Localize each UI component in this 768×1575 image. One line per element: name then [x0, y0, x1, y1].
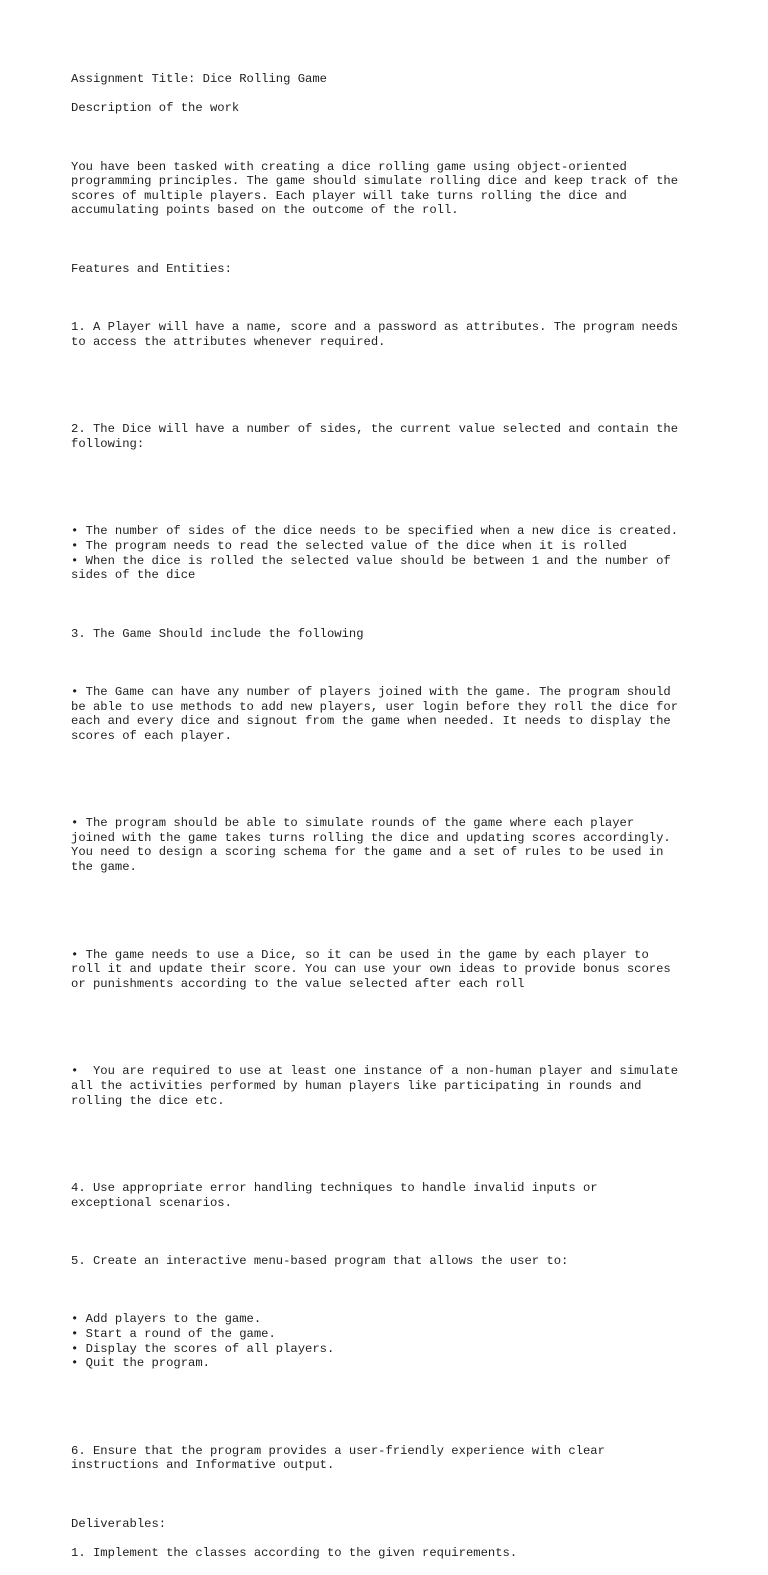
text-line: following:	[71, 436, 145, 451]
dice-bullet-list	[71, 495, 711, 612]
bullet-line: • Quit the program.	[71, 1356, 210, 1371]
item-6-user-friendly	[71, 1415, 711, 1503]
text-line: to access the attributes whenever required.	[71, 334, 386, 349]
item-3-heading: 3. The Game Should include the following	[71, 626, 364, 641]
game-bullet-players	[71, 656, 711, 773]
bullet-line: scores of each player.	[71, 728, 232, 743]
item-1-player	[71, 291, 711, 379]
bullet-line: • The Game can have any number of players joined with the game. The program should	[71, 684, 671, 699]
bullet-line: • The game needs to use a Dice, so it can be used in the game by each player to	[71, 947, 649, 962]
bullet-line: all the activities performed by human players like participating in rounds and	[71, 1078, 642, 1093]
deliverables-heading: Deliverables:	[71, 1516, 167, 1531]
item-5-heading: 5. Create an interactive menu-based program that allows the user to:	[71, 1254, 569, 1269]
text-line: 2. The Dice will have a number of sides, the current value selected and contain the	[71, 422, 679, 437]
game-bullet-non-human	[71, 1035, 711, 1137]
text-line: accumulating points based on the outcome of the roll.	[71, 203, 459, 218]
bullet-line: sides of the dice	[71, 568, 196, 583]
intro-paragraph	[71, 130, 711, 247]
menu-bullet-list	[71, 1283, 711, 1400]
bullet-line: • Add players to the game.	[71, 1312, 262, 1327]
item-4-error-handling	[71, 1152, 711, 1240]
bullet-line: the game.	[71, 860, 137, 875]
features-heading: Features and Entities:	[71, 261, 232, 276]
text-line: exceptional scenarios.	[71, 1195, 232, 1210]
text-line: You have been tasked with creating a dice rolling game using object-oriented	[71, 159, 627, 174]
bullet-line: each and every dice and signout from the game when needed. It needs to display the	[71, 714, 671, 729]
bullet-line: be able to use methods to add new players, user login before they roll the dice for	[71, 699, 679, 714]
bullet-line: • Display the scores of all players.	[71, 1341, 335, 1356]
bullet-line: rolling the dice etc.	[71, 1093, 225, 1108]
bullet-line: or punishments according to the value selected after each roll	[71, 976, 525, 991]
bullet-line: joined with the game takes turns rolling the dice and updating scores accordingly.	[71, 830, 671, 845]
bullet-line: • You are required to use at least one instance of a non-human player and simulate	[71, 1064, 679, 1079]
bullet-line: roll it and update their score. You can use your own ideas to provide bonus scores	[71, 962, 671, 977]
text-line: scores of multiple players. Each player will take turns rolling the dice and	[71, 188, 627, 203]
assignment-title: Assignment Title: Dice Rolling Game	[71, 72, 327, 86]
text-line: 1. A Player will have a name, score and a password as attributes. The program needs	[71, 320, 679, 335]
game-bullet-rounds	[71, 787, 711, 904]
bullet-line: • The program should be able to simulate rounds of the game where each player	[71, 816, 635, 831]
text-line: instructions and Informative output.	[71, 1458, 335, 1473]
text-line: programming principles. The game should simulate rolling dice and keep track of the	[71, 174, 679, 189]
document-body	[71, 72, 711, 1575]
deliverable-1: 1. Implement the classes according to the given requirements.	[71, 1545, 518, 1560]
text-line: 4. Use appropriate error handling techniques to handle invalid inputs or	[71, 1181, 598, 1196]
item-2-dice	[71, 393, 711, 481]
bullet-line: • The number of sides of the dice needs to be specified when a new dice is created.	[71, 524, 679, 539]
game-bullet-dice	[71, 918, 711, 1020]
description-heading: Description of the work	[71, 101, 240, 116]
bullet-line: • Start a round of the game.	[71, 1327, 276, 1342]
bullet-line: • When the dice is rolled the selected value should be between 1 and the number of	[71, 553, 671, 568]
bullet-line: You need to design a scoring schema for the game and a set of rules to be used in	[71, 845, 664, 860]
bullet-line: • The program needs to read the selected value of the dice when it is rolled	[71, 539, 627, 553]
text-line: 6. Ensure that the program provides a user-friendly experience with clear	[71, 1443, 605, 1458]
